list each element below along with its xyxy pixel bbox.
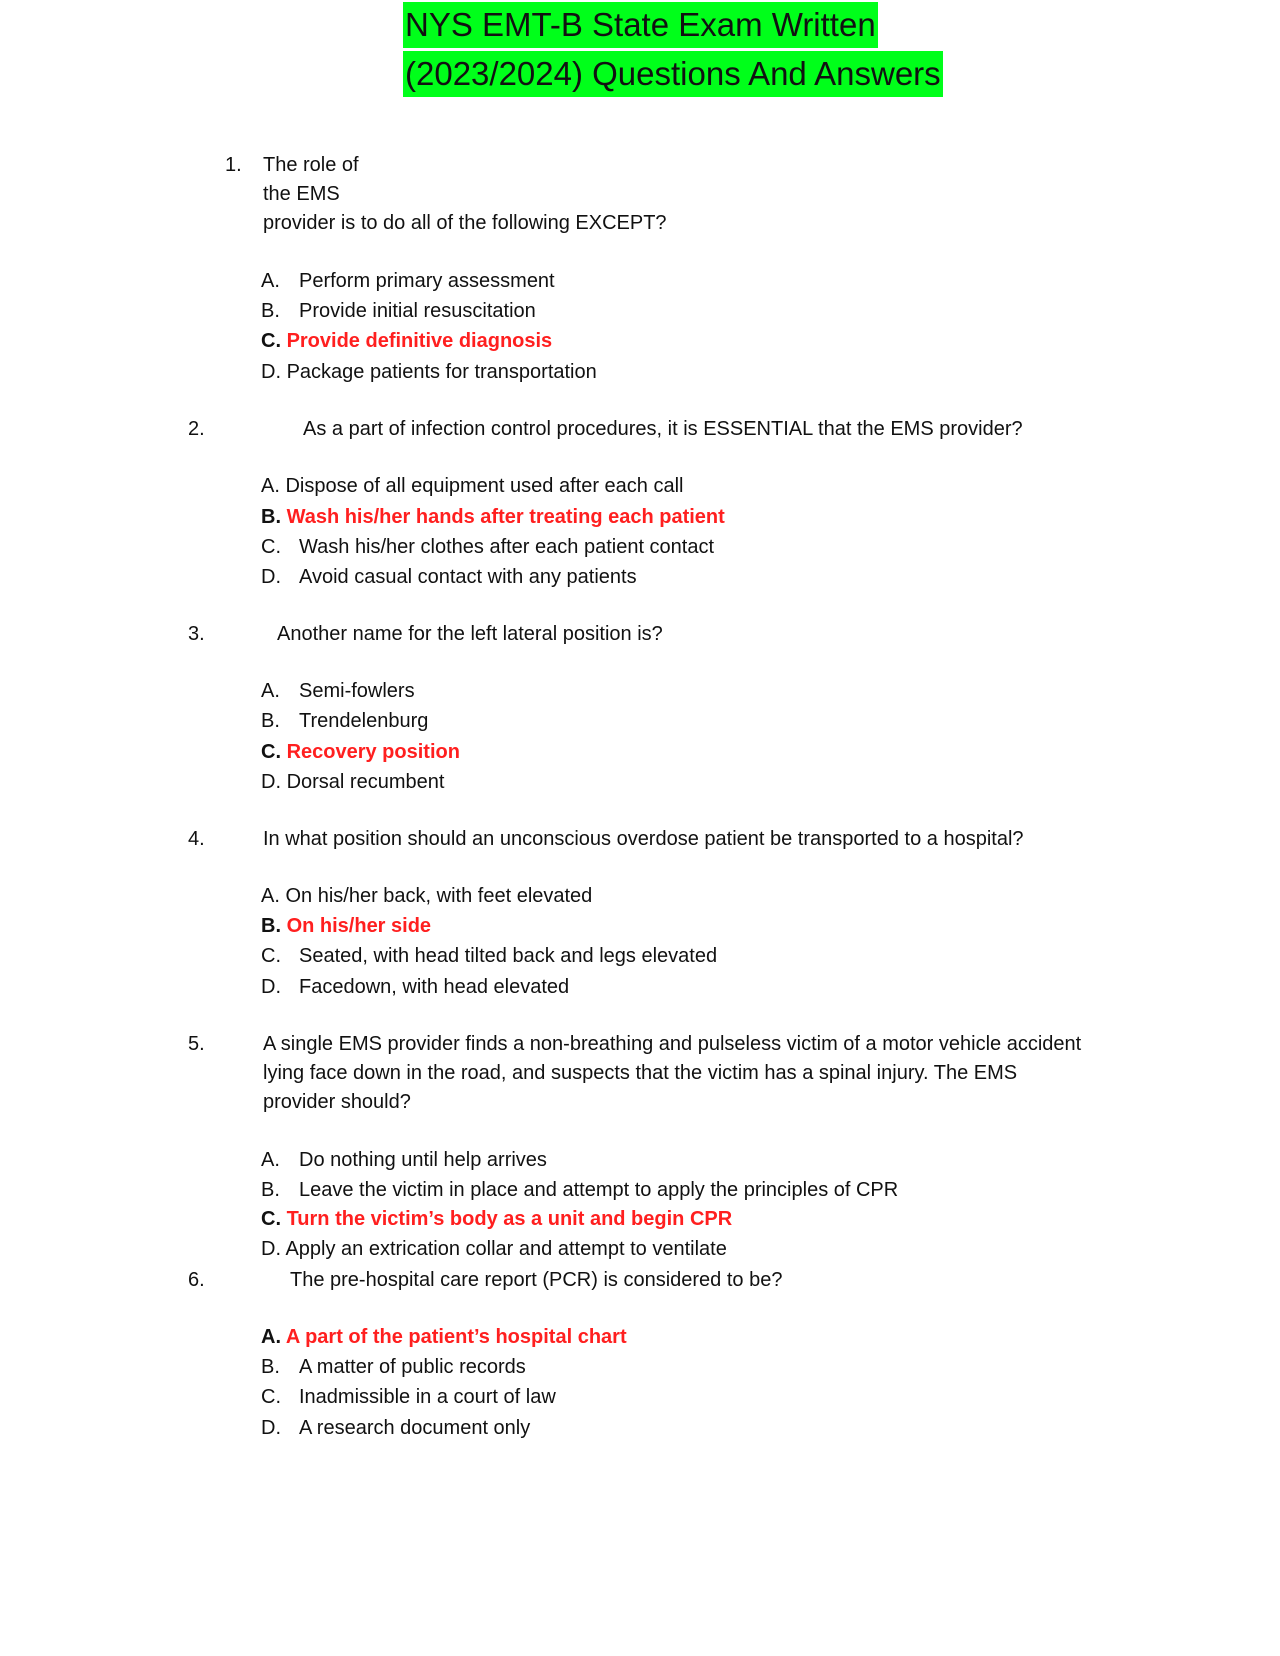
- answer-option: D. Apply an extrication collar and attempt to ventilate: [261, 1238, 727, 1260]
- correct-answer-option: C. Turn the victim’s body as a unit and begin CPR: [261, 1208, 733, 1230]
- correct-answer-option: B. Wash his/her hands after treating each patient: [261, 506, 725, 528]
- answer-option: A. Semi-fowlers: [261, 680, 415, 702]
- correct-answer-option: B. On his/her side: [261, 915, 432, 937]
- question-text: provider is to do all of the following EXCEPT?: [263, 212, 667, 234]
- question-number: 3.: [188, 623, 205, 645]
- answer-option: A. Dispose of all equipment used after each call: [261, 475, 684, 497]
- question-text: Another name for the left lateral position is?: [277, 623, 663, 645]
- question-text: The role of: [263, 154, 359, 176]
- answer-option: D. Avoid casual contact with any patients: [261, 566, 637, 588]
- answer-option: C. Wash his/her clothes after each patient contact: [261, 536, 715, 558]
- question-number: 5.: [188, 1033, 205, 1055]
- answer-option: D. Package patients for transportation: [261, 361, 597, 383]
- answer-option: B. A matter of public records: [261, 1356, 526, 1378]
- document-title-line-1: NYS EMT-B State Exam Written: [403, 2, 878, 48]
- answer-option: D. A research document only: [261, 1417, 531, 1439]
- correct-answer-option: A. A part of the patient’s hospital chart: [261, 1326, 627, 1348]
- answer-option: D. Dorsal recumbent: [261, 771, 445, 793]
- answer-option: B. Leave the victim in place and attempt to apply the principles of CPR: [261, 1179, 899, 1201]
- question-text: the EMS: [263, 183, 340, 205]
- question-number: 6.: [188, 1269, 205, 1291]
- answer-option: A. Perform primary assessment: [261, 270, 555, 292]
- correct-answer-option: C. Recovery position: [261, 741, 460, 763]
- question-number: 4.: [188, 828, 205, 850]
- question-number: 2.: [188, 418, 205, 440]
- answer-option: B. Trendelenburg: [261, 710, 429, 732]
- question-text: In what position should an unconscious overdose patient be transported to a hospital?: [263, 828, 1024, 850]
- document-title-line-2: (2023/2024) Questions And Answers: [403, 51, 943, 97]
- answer-option: C. Inadmissible in a court of law: [261, 1386, 556, 1408]
- question-text: lying face down in the road, and suspects that the victim has a spinal injury. The EMS: [263, 1062, 1018, 1084]
- answer-option: B. Provide initial resuscitation: [261, 300, 536, 322]
- answer-option: A. On his/her back, with feet elevated: [261, 885, 593, 907]
- question-text: provider should?: [263, 1091, 411, 1113]
- question-text: A single EMS provider finds a non-breathing and pulseless victim of a motor vehicle accident: [263, 1033, 1082, 1055]
- correct-answer-option: C. Provide definitive diagnosis: [261, 330, 553, 352]
- answer-option: A. Do nothing until help arrives: [261, 1149, 547, 1171]
- answer-option: D. Facedown, with head elevated: [261, 976, 570, 998]
- question-text: The pre-hospital care report (PCR) is considered to be?: [290, 1269, 783, 1291]
- answer-option: C. Seated, with head tilted back and legs elevated: [261, 945, 718, 967]
- question-number: 1.: [225, 154, 242, 176]
- question-text: As a part of infection control procedures, it is ESSENTIAL that the EMS provider?: [303, 418, 1023, 440]
